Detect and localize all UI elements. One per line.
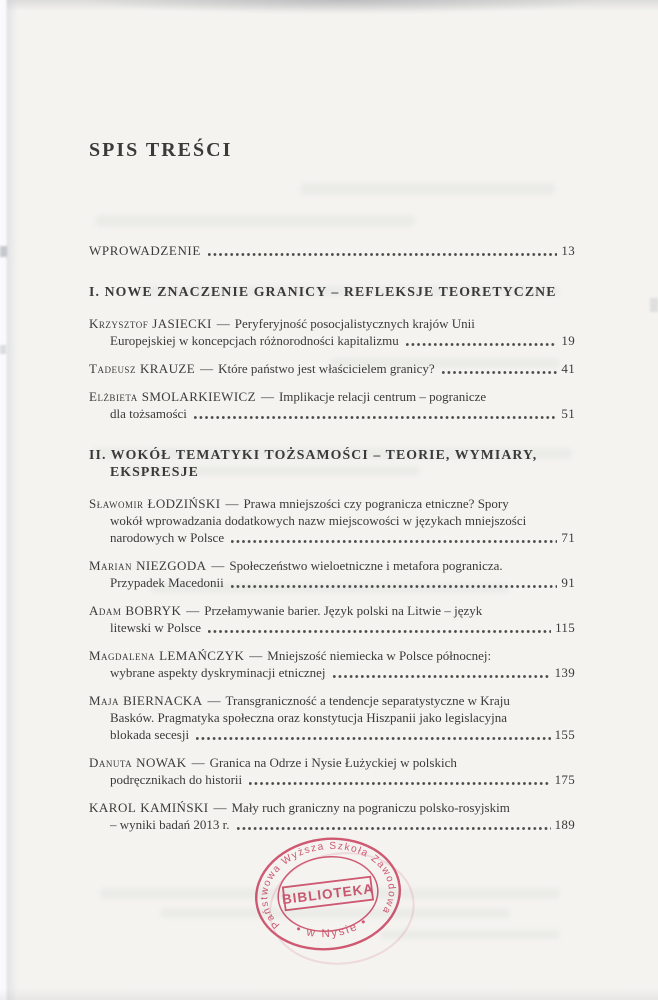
toc-content xyxy=(89,138,575,844)
author-last-name: JASIECKI xyxy=(152,316,212,331)
article-title-text: Europejskiej w koncepcjach różnorodności kapitalizmu xyxy=(110,333,399,348)
page-number: 175 xyxy=(554,772,575,787)
toc-section xyxy=(89,283,575,422)
toc-entry xyxy=(89,754,575,788)
article-title-text: wybrane aspekty dyskryminacji etnicznej xyxy=(110,665,326,680)
toc-entry-line xyxy=(89,332,575,349)
section-heading-line: I. NOWE ZNACZENIE GRANICY – REFLEKSJE TEORETYCZNE xyxy=(89,284,557,299)
bleed-through-artifact xyxy=(380,930,560,939)
stamp-arc-bottom-text: • w Nysie • xyxy=(294,915,371,941)
toc-entry xyxy=(89,315,575,349)
scan-edge-top xyxy=(0,0,658,16)
toc-entry xyxy=(89,495,575,546)
article-title-text: Które państwo jest właścicielem granicy? xyxy=(218,361,435,376)
author-first-name: Krzysztof xyxy=(89,316,149,331)
svg-text:Państwowa Wyższa Szkoła Zawodo xyxy=(253,833,400,932)
page-number: 189 xyxy=(554,817,575,832)
toc-entry-line xyxy=(89,647,575,664)
author-first-name: Adam xyxy=(89,603,122,618)
page-number: 91 xyxy=(561,575,575,590)
author-title-separator: — xyxy=(200,361,214,376)
scan-edge-left xyxy=(0,0,18,1000)
toc-entry xyxy=(89,388,575,422)
author-first-name: Magdalena xyxy=(89,648,156,663)
author-title-separator: — xyxy=(260,389,274,404)
article-title-text: Granica na Odrze i Nysie Łużyckiej w polskich xyxy=(209,755,457,770)
author-last-name: LEMAŃCZYK xyxy=(159,648,245,663)
author-title-separator: — xyxy=(207,693,221,708)
author-title-separator: — xyxy=(211,558,225,573)
library-stamp xyxy=(248,832,423,977)
author-title-separator: — xyxy=(225,496,239,511)
article-title-text: Basków. Pragmatyka społeczna oraz konstytucja Hiszpanii jako legislacyjna xyxy=(110,710,507,725)
section-heading-line: EKSPRESJE xyxy=(110,464,199,479)
page-number: 41 xyxy=(561,361,575,376)
dot-leader xyxy=(196,737,551,740)
author-title-separator: — xyxy=(186,603,200,618)
toc-entry xyxy=(89,647,575,681)
article-title-text: Prawa mniejszości czy pogranicza etniczne? Spory xyxy=(243,496,509,511)
stamp-arc-top-text: Państwowa Wyższa Szkoła Zawodowa xyxy=(259,840,397,931)
author-last-name: NIEZGODA xyxy=(136,558,207,573)
toc-entry xyxy=(89,602,575,636)
author-title-separator: — xyxy=(249,648,263,663)
page-number: 139 xyxy=(554,665,575,680)
author-last-name: BOBRYK xyxy=(125,603,182,618)
article-title-text: Przypadek Macedonii xyxy=(110,575,224,590)
toc-entry xyxy=(89,360,575,377)
toc-section xyxy=(89,446,575,833)
article-title-text: podręcznikach do historii xyxy=(110,772,243,787)
author-first-name: KAROL xyxy=(89,800,137,815)
page-title: SPIS TREŚCI xyxy=(89,139,233,161)
author-first-name: Marian xyxy=(89,558,133,573)
toc-entry-line xyxy=(89,388,575,405)
toc-entry xyxy=(89,557,575,591)
article-title-text: blokada secesji xyxy=(110,727,190,742)
stamp-center-box xyxy=(283,877,373,911)
scan-edge-bottom xyxy=(0,988,658,1000)
toc-entry-introduction xyxy=(89,242,575,259)
author-last-name: KAMIŃSKI xyxy=(140,800,209,815)
dot-leader xyxy=(231,540,557,543)
toc-entry-line xyxy=(89,799,575,816)
toc-entry-line xyxy=(89,754,575,771)
scan-speck xyxy=(0,345,6,354)
stamp-center-label: BIBLIOTEKA xyxy=(281,880,375,908)
article-title-text: dla tożsamości xyxy=(110,406,187,421)
author-last-name: NOWAK xyxy=(136,755,187,770)
author-title-separator: — xyxy=(213,800,227,815)
page-number: 13 xyxy=(561,243,575,258)
dot-leader xyxy=(333,675,551,678)
dot-leader xyxy=(442,371,558,374)
dot-leader xyxy=(237,827,551,830)
toc-entry-line xyxy=(89,692,575,709)
scan-speck xyxy=(0,246,7,257)
toc-entry xyxy=(89,692,575,743)
author-first-name: Sławomir xyxy=(89,496,144,511)
page-number: 155 xyxy=(554,727,575,742)
author-last-name: KRAUZE xyxy=(139,361,196,376)
author-title-separator: — xyxy=(216,316,230,331)
stamp-ghost-ring xyxy=(264,845,420,972)
author-first-name: Elżbieta xyxy=(89,389,138,404)
author-last-name: BIERNACKA xyxy=(123,693,203,708)
article-title-text: Mały ruch graniczny na pograniczu polsko-rosyjskim xyxy=(231,800,510,815)
article-title-text: Przełamywanie barier. Język polski na Litwie – język xyxy=(204,603,483,618)
toc-entry-line xyxy=(89,709,575,726)
article-title-text: Transgraniczność a tendencje separatystyczne w Kraju xyxy=(225,693,510,708)
dot-leader xyxy=(231,585,558,588)
page-number: 51 xyxy=(561,406,575,421)
toc-entry-line xyxy=(89,405,575,422)
toc-entry-line xyxy=(89,360,575,377)
article-title-text: litewski w Polsce xyxy=(110,620,201,635)
toc-entry-line xyxy=(89,602,575,619)
stamp-inner-ring xyxy=(274,851,382,937)
article-title-text: wokół wprowadzania dodatkowych nazw miejscowości w językach mniejszości xyxy=(110,513,527,528)
toc-entry-line xyxy=(89,726,575,743)
article-title-text: Implikacje relacji centrum – pogranicze xyxy=(278,389,487,404)
dot-leader xyxy=(208,253,557,256)
article-title-text: Peryferyjność posocjalistycznych krajów Unii xyxy=(234,316,475,331)
author-first-name: Tadeusz xyxy=(89,361,136,376)
toc-entry-line xyxy=(89,495,575,512)
page-number: 115 xyxy=(555,620,575,635)
introduction-label: WPROWADZENIE xyxy=(89,243,201,258)
toc-entry-line xyxy=(89,557,575,574)
toc-entry-line xyxy=(89,619,575,636)
author-title-separator: — xyxy=(191,755,205,770)
scan-speck xyxy=(650,298,658,312)
section-heading xyxy=(89,446,575,480)
article-title-text: narodowych w Polsce xyxy=(110,530,225,545)
dot-leader xyxy=(208,630,551,633)
toc-entry-line xyxy=(89,529,575,546)
author-first-name: Danuta xyxy=(89,755,133,770)
bleed-through-artifact xyxy=(100,888,560,899)
toc-entry-line xyxy=(89,664,575,681)
toc-sections xyxy=(89,283,575,833)
toc-entry-line xyxy=(89,771,575,788)
author-last-name: ŁODZIŃSKI xyxy=(147,496,221,511)
bleed-through-artifact xyxy=(160,908,510,918)
toc-entry xyxy=(89,799,575,833)
author-first-name: Maja xyxy=(89,693,120,708)
stamp-outer-ring xyxy=(250,832,406,957)
author-last-name: SMOLARKIEWICZ xyxy=(141,389,256,404)
page-number: 19 xyxy=(561,333,575,348)
article-title-text: – wyniki badań 2013 r. xyxy=(110,817,230,832)
article-title-text: Społeczeństwo wieloetniczne i metafora pogranicza. xyxy=(229,558,503,573)
svg-text:• w Nysie • xyxy=(293,915,372,945)
toc-entry-line xyxy=(89,816,575,833)
page-number: 71 xyxy=(561,530,575,545)
section-heading xyxy=(89,283,575,300)
toc-entry-line xyxy=(89,512,575,529)
toc-entry-line xyxy=(89,574,575,591)
dot-leader xyxy=(249,782,550,785)
dot-leader xyxy=(194,416,557,419)
dot-leader xyxy=(406,343,558,346)
article-title-text: Mniejszość niemiecka w Polsce północnej: xyxy=(267,648,492,663)
section-heading-line: II. WOKÓŁ TEMATYKI TOŻSAMOŚCI – TEORIE, WYMIARY, xyxy=(89,447,538,462)
toc-entry-line xyxy=(89,315,575,332)
